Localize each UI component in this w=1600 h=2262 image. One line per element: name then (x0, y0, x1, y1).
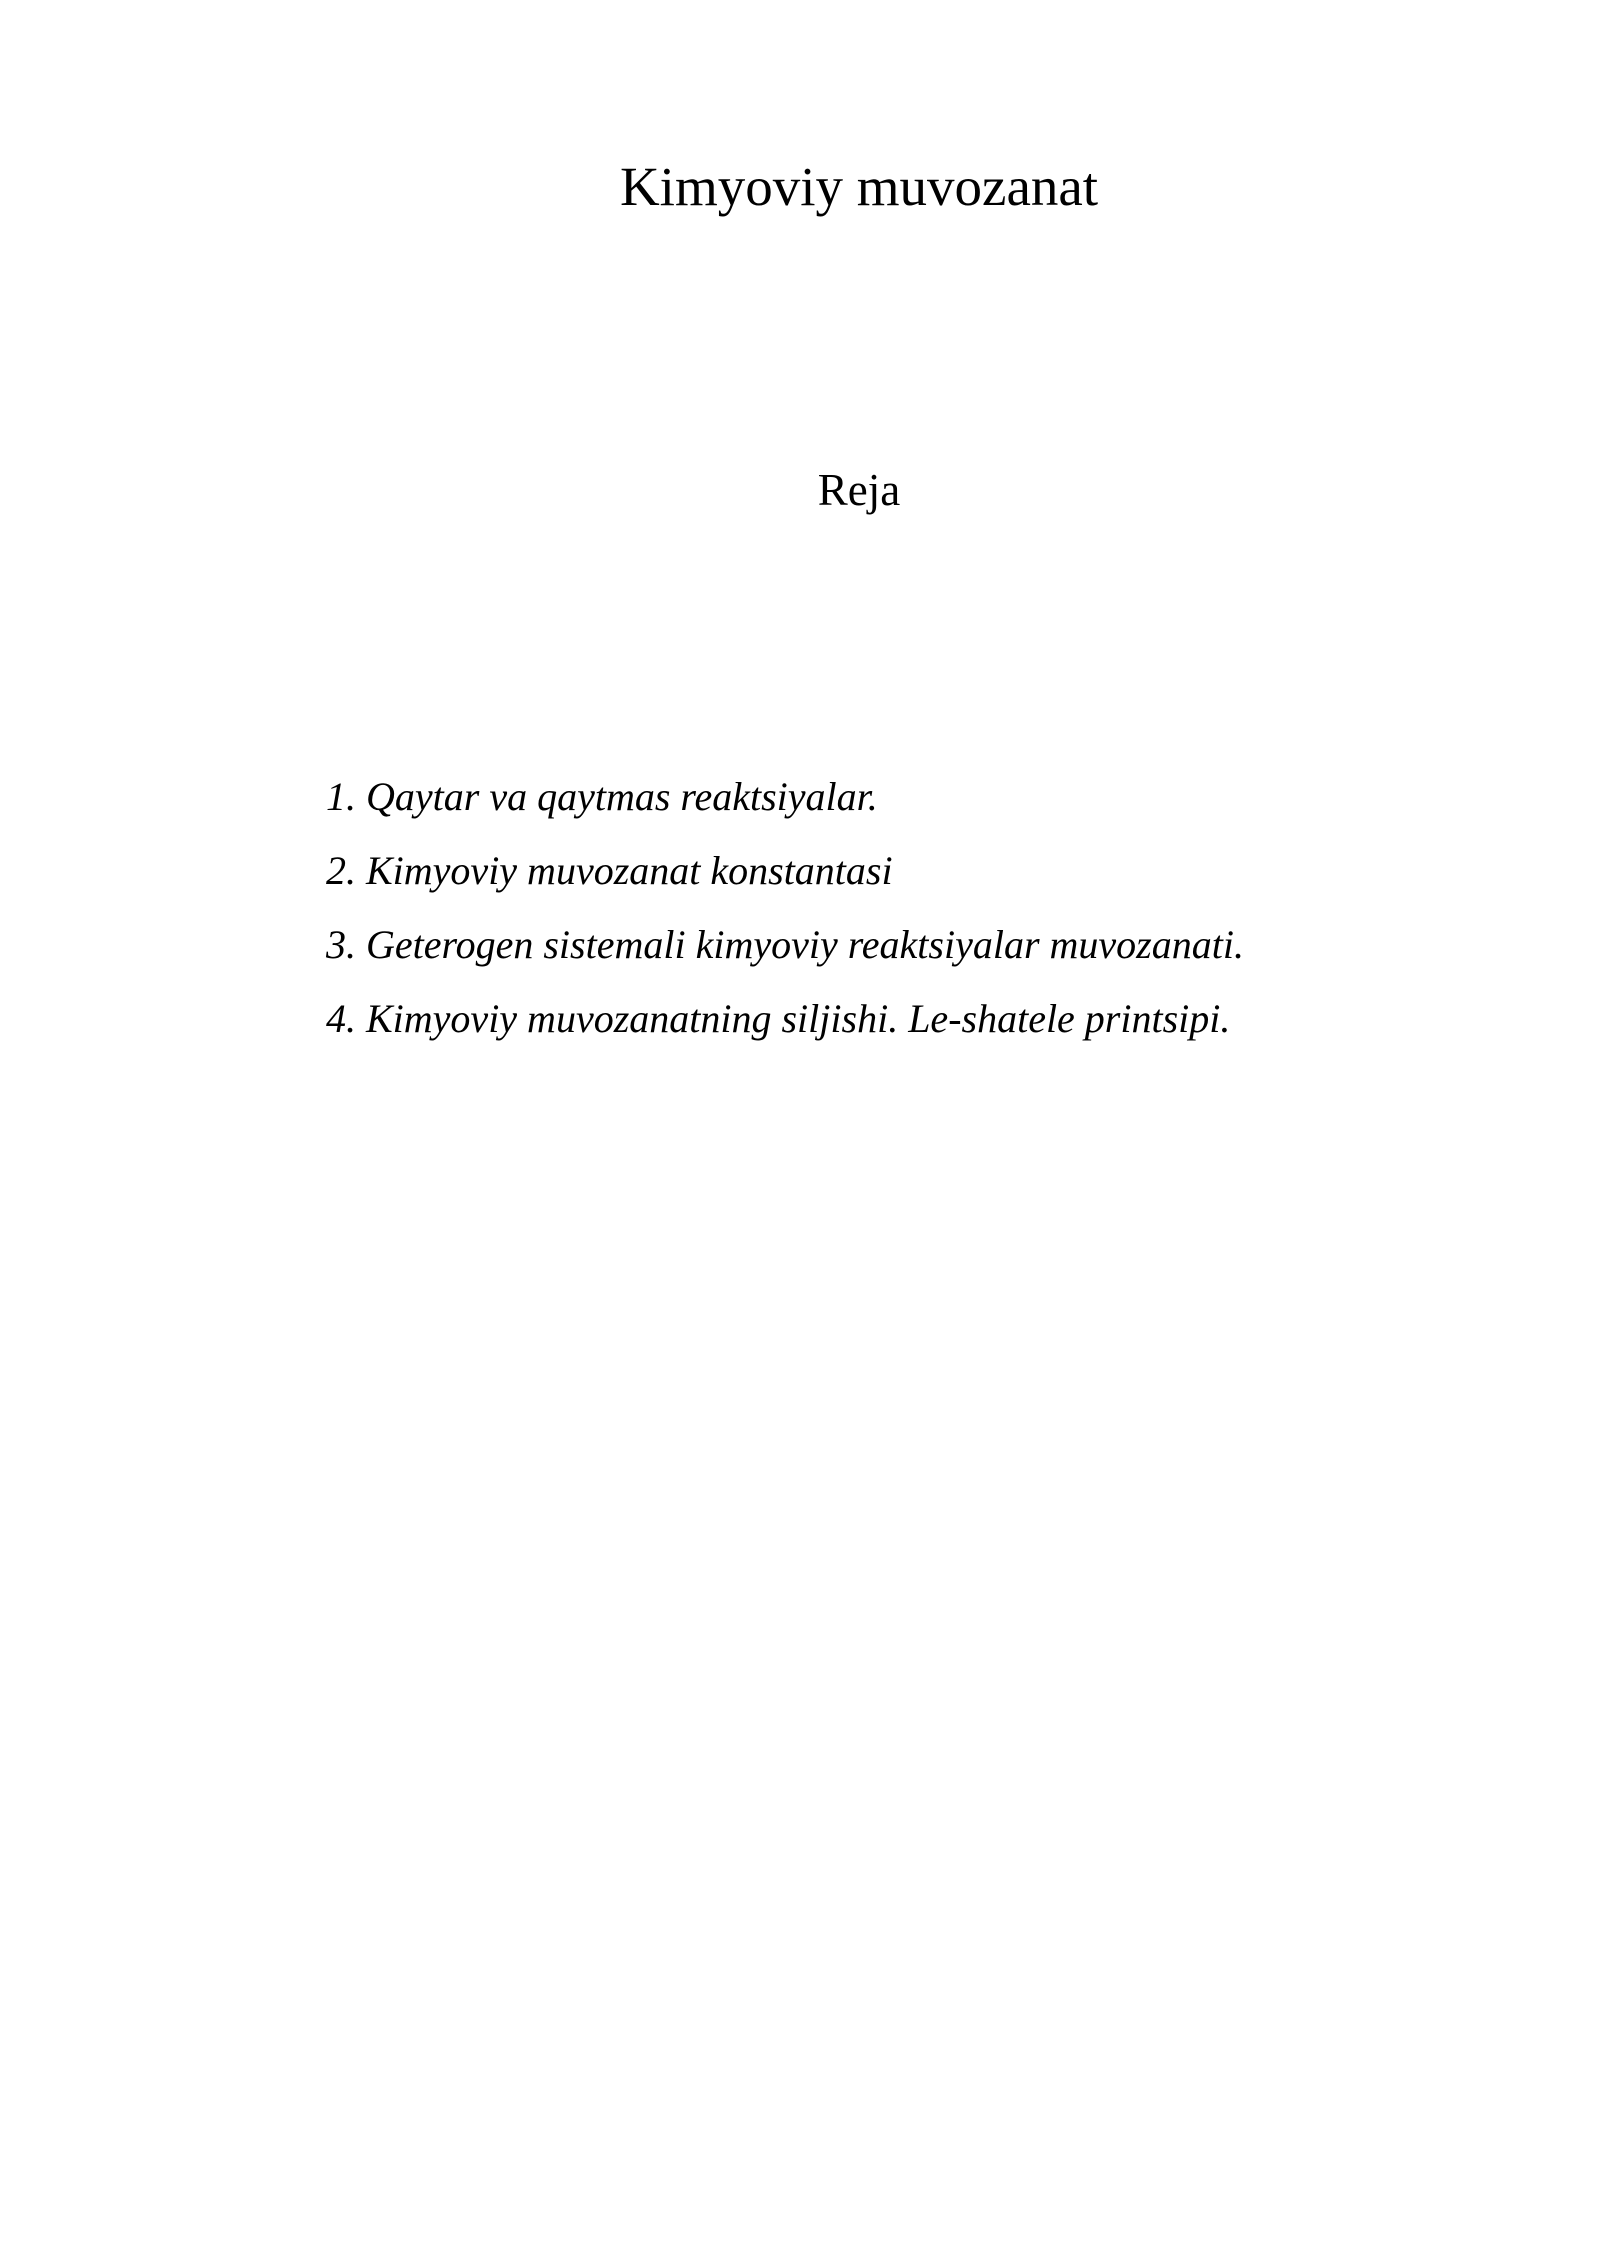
plan-item: 4. Kimyoviy muvozanatning siljishi. Le-shatele printsipi. (326, 996, 1231, 1041)
plan-item: 1. Qaytar va qaytmas reaktsiyalar. (326, 774, 878, 819)
plan-list (326, 760, 1476, 1056)
plan-item: 3. Geterogen sistemali kimyoviy reaktsiyalar muvozanati. (326, 922, 1244, 967)
plan-item: 2. Kimyoviy muvozanat konstantasi (326, 848, 893, 893)
document-title: Kimyoviy muvozanat (619, 156, 1099, 217)
plan-heading: Reja (817, 465, 901, 515)
